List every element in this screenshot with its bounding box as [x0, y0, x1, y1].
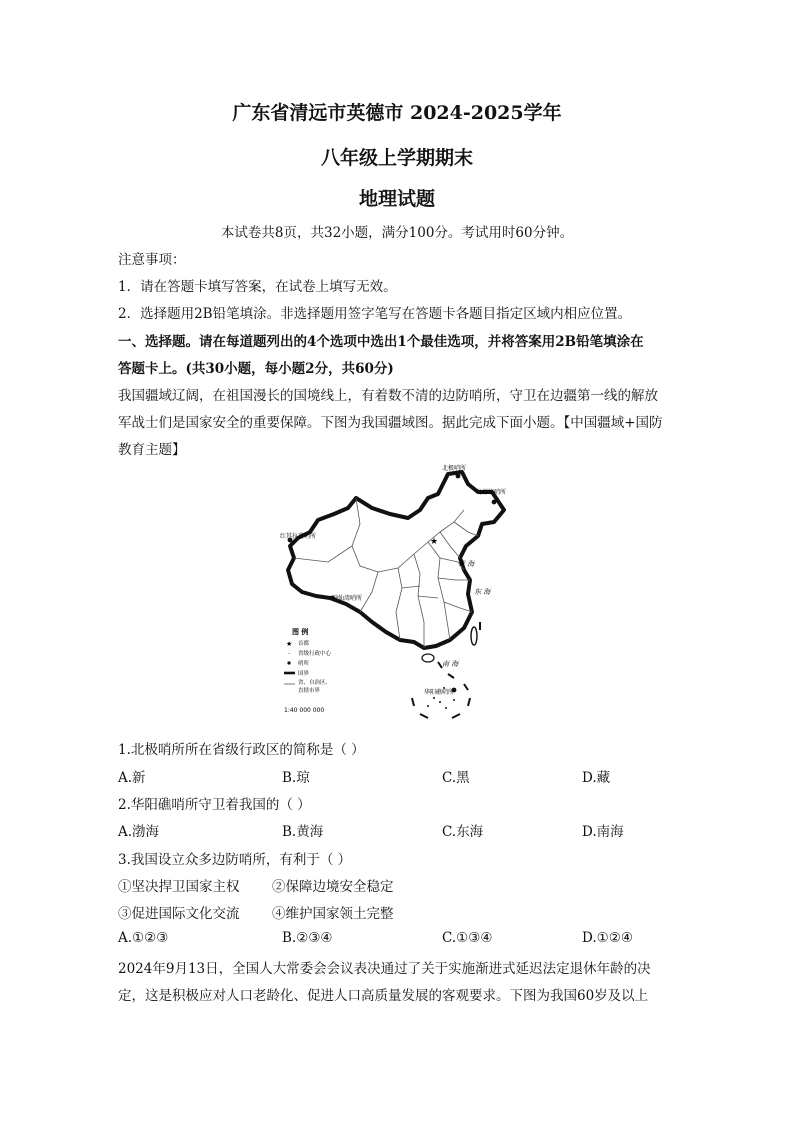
q1-option-c: C.黑: [442, 770, 470, 786]
exam-title-line2: 八年级上学期期末: [320, 147, 473, 169]
wusu-outpost-dot: [492, 500, 497, 505]
label-huangyang: 华阳礁哨所: [424, 689, 455, 696]
question-3-stem: 3.我国设立众多边防哨所，有利于（ ）: [118, 852, 352, 868]
legend-title: 图 例: [292, 628, 309, 636]
label-beiji: 北极哨所: [442, 465, 467, 472]
exam-title-line1: 广东省清远市英德市 2024-2025学年: [232, 102, 562, 124]
q3-choice-2: ②保障边境安全稳定: [272, 879, 394, 895]
note-item-2: 2．选择题用2B铅笔填涂。非选择题用签字笔写在答题卡各题目指定区域内相应位置。: [118, 306, 632, 322]
legend-capital: 首都: [298, 641, 310, 647]
q3-option-a: A.①②③: [118, 930, 169, 946]
capital-icon: ★: [430, 537, 439, 547]
intro2-line1: 2024年9月13日，全国人大常委会会议表决通过了关于实施渐进式延迟法定退休年龄的决: [118, 961, 651, 977]
label-donghai: 东 海: [474, 588, 491, 596]
hainan-island: [422, 654, 434, 662]
section1-line1: 一、选择题。请在每道题列出的4个选项中选出1个最佳选项，并将答案用2B铅笔填涂在: [118, 334, 644, 350]
label-wusu: 乌苏镇哨所: [476, 489, 507, 496]
intro2-line2: 定，这是积极应对人口老龄化、促进人口高质量发展的客观要求。下图为我国60岁及以上: [118, 988, 649, 1004]
question-1-stem: 1.北极哨所所在省级行政区的简称是（ ）: [118, 742, 365, 758]
taiwan-island: [471, 627, 477, 645]
intro1-line3: 教育主题】: [118, 442, 186, 458]
label-shenxian: 神仙湾哨所: [332, 595, 363, 602]
q3-option-b: B.②③④: [282, 930, 333, 946]
legend-border: 国界: [298, 671, 310, 677]
legend-provincial-center: 省级行政中心: [298, 651, 332, 657]
exam-title-line3: 地理试题: [358, 188, 435, 210]
map-scale: 1:40 000 000: [284, 707, 325, 714]
q3-choice-4: ④维护国家领土完整: [272, 906, 394, 922]
q3-option-c: C.①③④: [442, 930, 493, 946]
exam-summary: 本试卷共8页，共32小题，满分100分。考试用时60分钟。: [220, 225, 574, 241]
legend-province-line-2: 直辖市界: [298, 688, 321, 694]
note-item-1: 1．请在答题卡填写答案，在试卷上填写无效。: [118, 279, 397, 295]
intro1-line1: 我国疆域辽阔，在祖国漫长的国境线上，有着数不清的边防哨所，守卫在边疆第一线的解放: [118, 388, 658, 404]
legend-outpost-icon: [287, 661, 290, 664]
q2-option-d: D.南海: [582, 824, 624, 840]
question-2-stem: 2.华阳礁哨所守卫着我国的（ ）: [118, 797, 311, 813]
legend-outpost: 哨所: [298, 661, 310, 667]
beiji-outpost-dot: [456, 474, 461, 479]
q1-option-a: A.新: [118, 770, 146, 786]
intro1-line2: 军战士们是国家安全的重要保障。下图为我国疆域图。据此完成下面小题。【中国疆域+国防: [118, 415, 663, 431]
q3-option-d: D.①②④: [582, 930, 633, 946]
legend-province-line: 省、自治区、: [298, 680, 332, 686]
q2-option-a: A.渤海: [118, 824, 160, 840]
legend-capital-icon: ★: [286, 640, 293, 648]
label-huanghai: 黄 海: [458, 560, 475, 568]
legend-provincial-center-icon: ·: [288, 650, 291, 658]
label-hongqi: 红其拉甫哨所: [280, 533, 317, 540]
notes-heading: 注意事项：: [118, 252, 186, 268]
q3-choice-1: ①坚决捍卫国家主权: [118, 879, 240, 895]
map-legend: [284, 627, 332, 714]
china-territory-map: [268, 462, 530, 724]
q1-option-b: B.琼: [282, 770, 310, 786]
q2-option-c: C.东海: [442, 824, 484, 840]
q3-choice-3: ③促进国际文化交流: [118, 906, 240, 922]
section1-line2: 答题卡上。(共30小题，每小题2分，共60分): [118, 361, 394, 377]
q1-option-d: D.藏: [582, 770, 611, 786]
q2-option-b: B.黄海: [282, 824, 324, 840]
label-nanhai: 南 海: [442, 660, 459, 668]
